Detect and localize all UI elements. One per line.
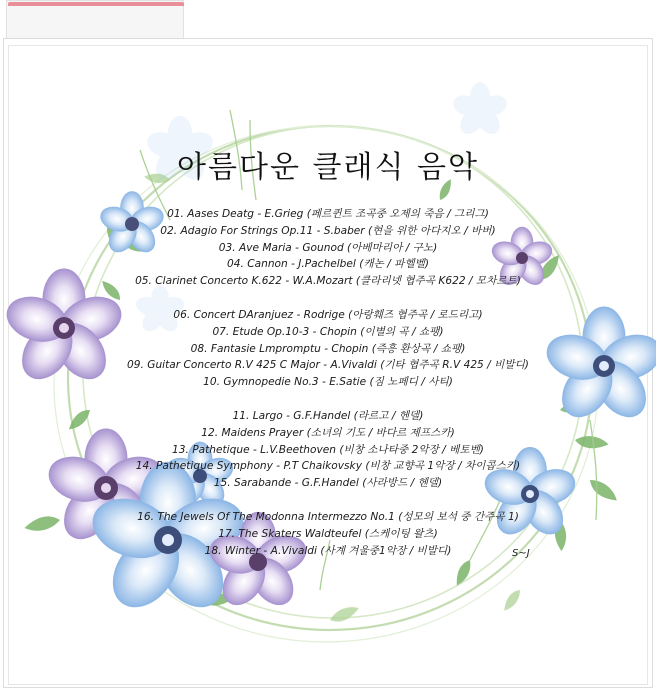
track-item: 18. Winter - A.Vivaldi (사계 겨울중1악장 / 비발디) [204, 544, 452, 557]
track-item: 17. The Skaters Waldteufel (스케이팅 왈츠) [218, 527, 438, 540]
track-item: 01. Aases Deatg - E.Grieg (페르퀸트 조곡중 오제의 죽음 / 그리그) [167, 208, 489, 220]
track-item: 10. Gymnopedie No.3 - E.Satie (짐 노페디 / 사티) [203, 376, 453, 389]
track-item: 08. Fantasie Lmpromptu - Chopin (즉흥 환상곡 / 쇼팽) [190, 342, 466, 355]
track-item: 16. The Jewels Of The Modonna Intermezzo No.1 (성모의 보석 중 간주곡 1) [137, 510, 519, 523]
track-item: 05. Clarinet Concerto K.622 - W.A.Mozart (클라리넷 협주곡 K622 / 모차르트) [135, 275, 521, 288]
track-item: 04. Cannon - J.Pachelbel (캐논 / 파헬벨) [227, 258, 429, 271]
track-item: 11. Largo - G.F.Handel (라르고 / 헨델) [232, 409, 424, 422]
track-item: 15. Sarabande - G.F.Handel (사라방드 / 헨델) [213, 477, 443, 490]
track-item: 09. Guitar Concerto R.V 425 C Major - A.Vivaldi (기타 협주곡 R.V 425 / 비발디) [127, 359, 529, 372]
track-item: 02. Adagio For Strings Op.11 - S.baber (현을 위한 아다지오 / 바버) [160, 224, 496, 237]
signature: S~J [512, 548, 530, 559]
track-item: 13. Pathetique - L.V.Beethoven (비창 소나타중 2악장 / 베토벤) [172, 443, 484, 456]
track-item: 03. Ave Maria - Gounod (아베마리아 / 구노) [218, 241, 438, 254]
track-item: 07. Etude Op.10-3 - Chopin (이별의 곡 / 쇼팽) [212, 325, 444, 338]
track-item: 12. Maidens Prayer (소녀의 기도 / 바다르 제프스카) [201, 426, 455, 439]
track-list [0, 206, 656, 559]
page-title: 아름다운 클래식 음악 [177, 150, 479, 185]
track-item: 14. Pathetique Symphony - P.T Chaikovsky (비창 교향곡 1악장 / 차이콥스키) [135, 460, 521, 473]
track-item: 06. Concert DAranjuez - Rodrige (아랑훼즈 협주곡 / 로드리고) [173, 308, 483, 321]
